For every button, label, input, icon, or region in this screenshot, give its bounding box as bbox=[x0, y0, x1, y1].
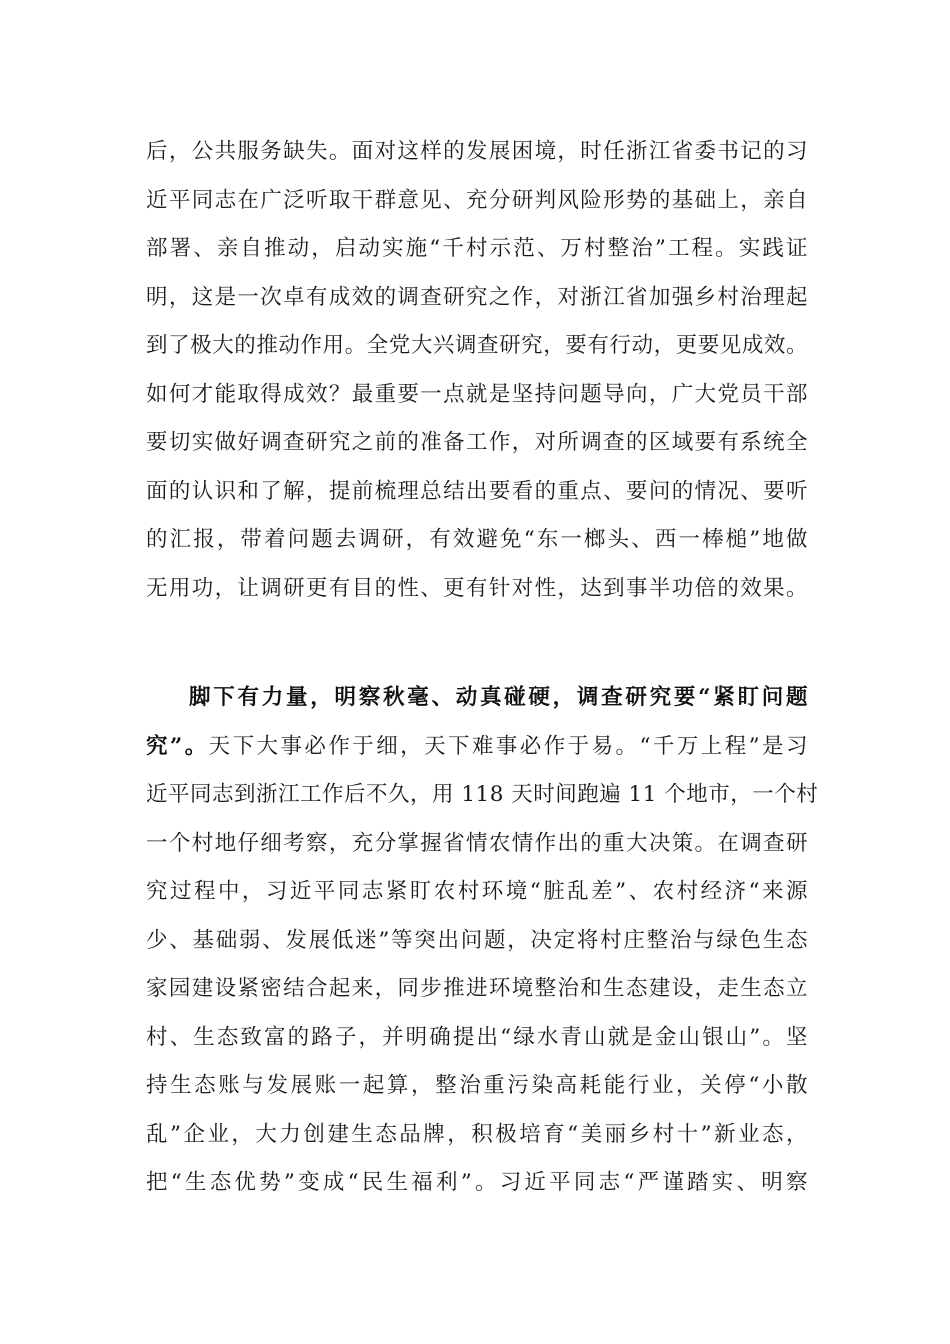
text-line: 少、基础弱、发展低迷”等突出问题，决定将村庄整治与绿色生态 bbox=[146, 927, 808, 953]
text-line: 近平同志在广泛听取干群意见、充分研判风险形势的基础上，亲自 bbox=[146, 187, 808, 213]
text-line-rest: 天下大事必作于细，天下难事必作于易。“千万上程”是习 bbox=[208, 733, 808, 759]
text-line: 乱”企业，大力创建生态品牌，积极培育“美丽乡村十”新业态， bbox=[146, 1121, 808, 1147]
text-line: 的汇报，带着问题去调研，有效避免“东一榔头、西一棒槌”地做 bbox=[146, 527, 808, 552]
section-heading-end: 究”。 bbox=[146, 733, 209, 759]
text-line: 持生态账与发展账一起算，整治重污染高耗能行业，关停“小散 bbox=[146, 1073, 808, 1098]
text-line: 究过程中，习近平同志紧盯农村环境“脏乱差”、农村经济“来源 bbox=[146, 879, 808, 904]
paragraph-1 bbox=[146, 128, 808, 613]
text-line: 后，公共服务缺失。面对这样的发展困境，时任浙江省委书记的习 bbox=[146, 139, 808, 164]
text-line: 部署、亲自推动，启动实施“千村示范、万村整治”工程。实践证 bbox=[146, 236, 808, 261]
section-heading-line: 脚下有力量，明察秋毫、动真碰硬，调查研究要“紧盯问题 bbox=[189, 685, 808, 710]
text-line: 把“生态优势”变成“民生福利”。习近平同志“严谨踏实、明察 bbox=[146, 1170, 808, 1195]
text-line bbox=[146, 723, 808, 772]
text-line: 家园建设紧密结合起来，同步推进环境整治和生态建设，走生态立 bbox=[146, 976, 808, 1001]
text-line: 近平同志到浙江工作后不久，用 118 天时间跑遍 11 个地市，一个村 bbox=[146, 782, 819, 807]
text-line: 明，这是一次卓有成效的调查研究之作，对浙江省加强乡村治理起 bbox=[146, 284, 808, 310]
text-line: 一个村地仔细考察，充分掌握省情农情作出的重大决策。在调查研 bbox=[146, 830, 808, 856]
text-line: 村、生态致富的路子，并明确提出“绿水青山就是金山银山”。坚 bbox=[146, 1024, 808, 1050]
text-line: 如何才能取得成效？最重要一点就是坚持问题导向，广大党员干部 bbox=[146, 381, 808, 407]
text-line: 面的认识和了解，提前梳理总结出要看的重点、要问的情况、要听 bbox=[146, 478, 808, 504]
text-line: 到了极大的推动作用。全党大兴调查研究，要有行动，更要见成效。 bbox=[146, 333, 808, 358]
text-line: 无用功，让调研更有目的性、更有针对性，达到事半功倍的效果。 bbox=[146, 575, 808, 601]
paragraph-2 bbox=[146, 674, 819, 1208]
text-line: 要切实做好调查研究之前的准备工作，对所调查的区域要有系统全 bbox=[146, 430, 808, 455]
